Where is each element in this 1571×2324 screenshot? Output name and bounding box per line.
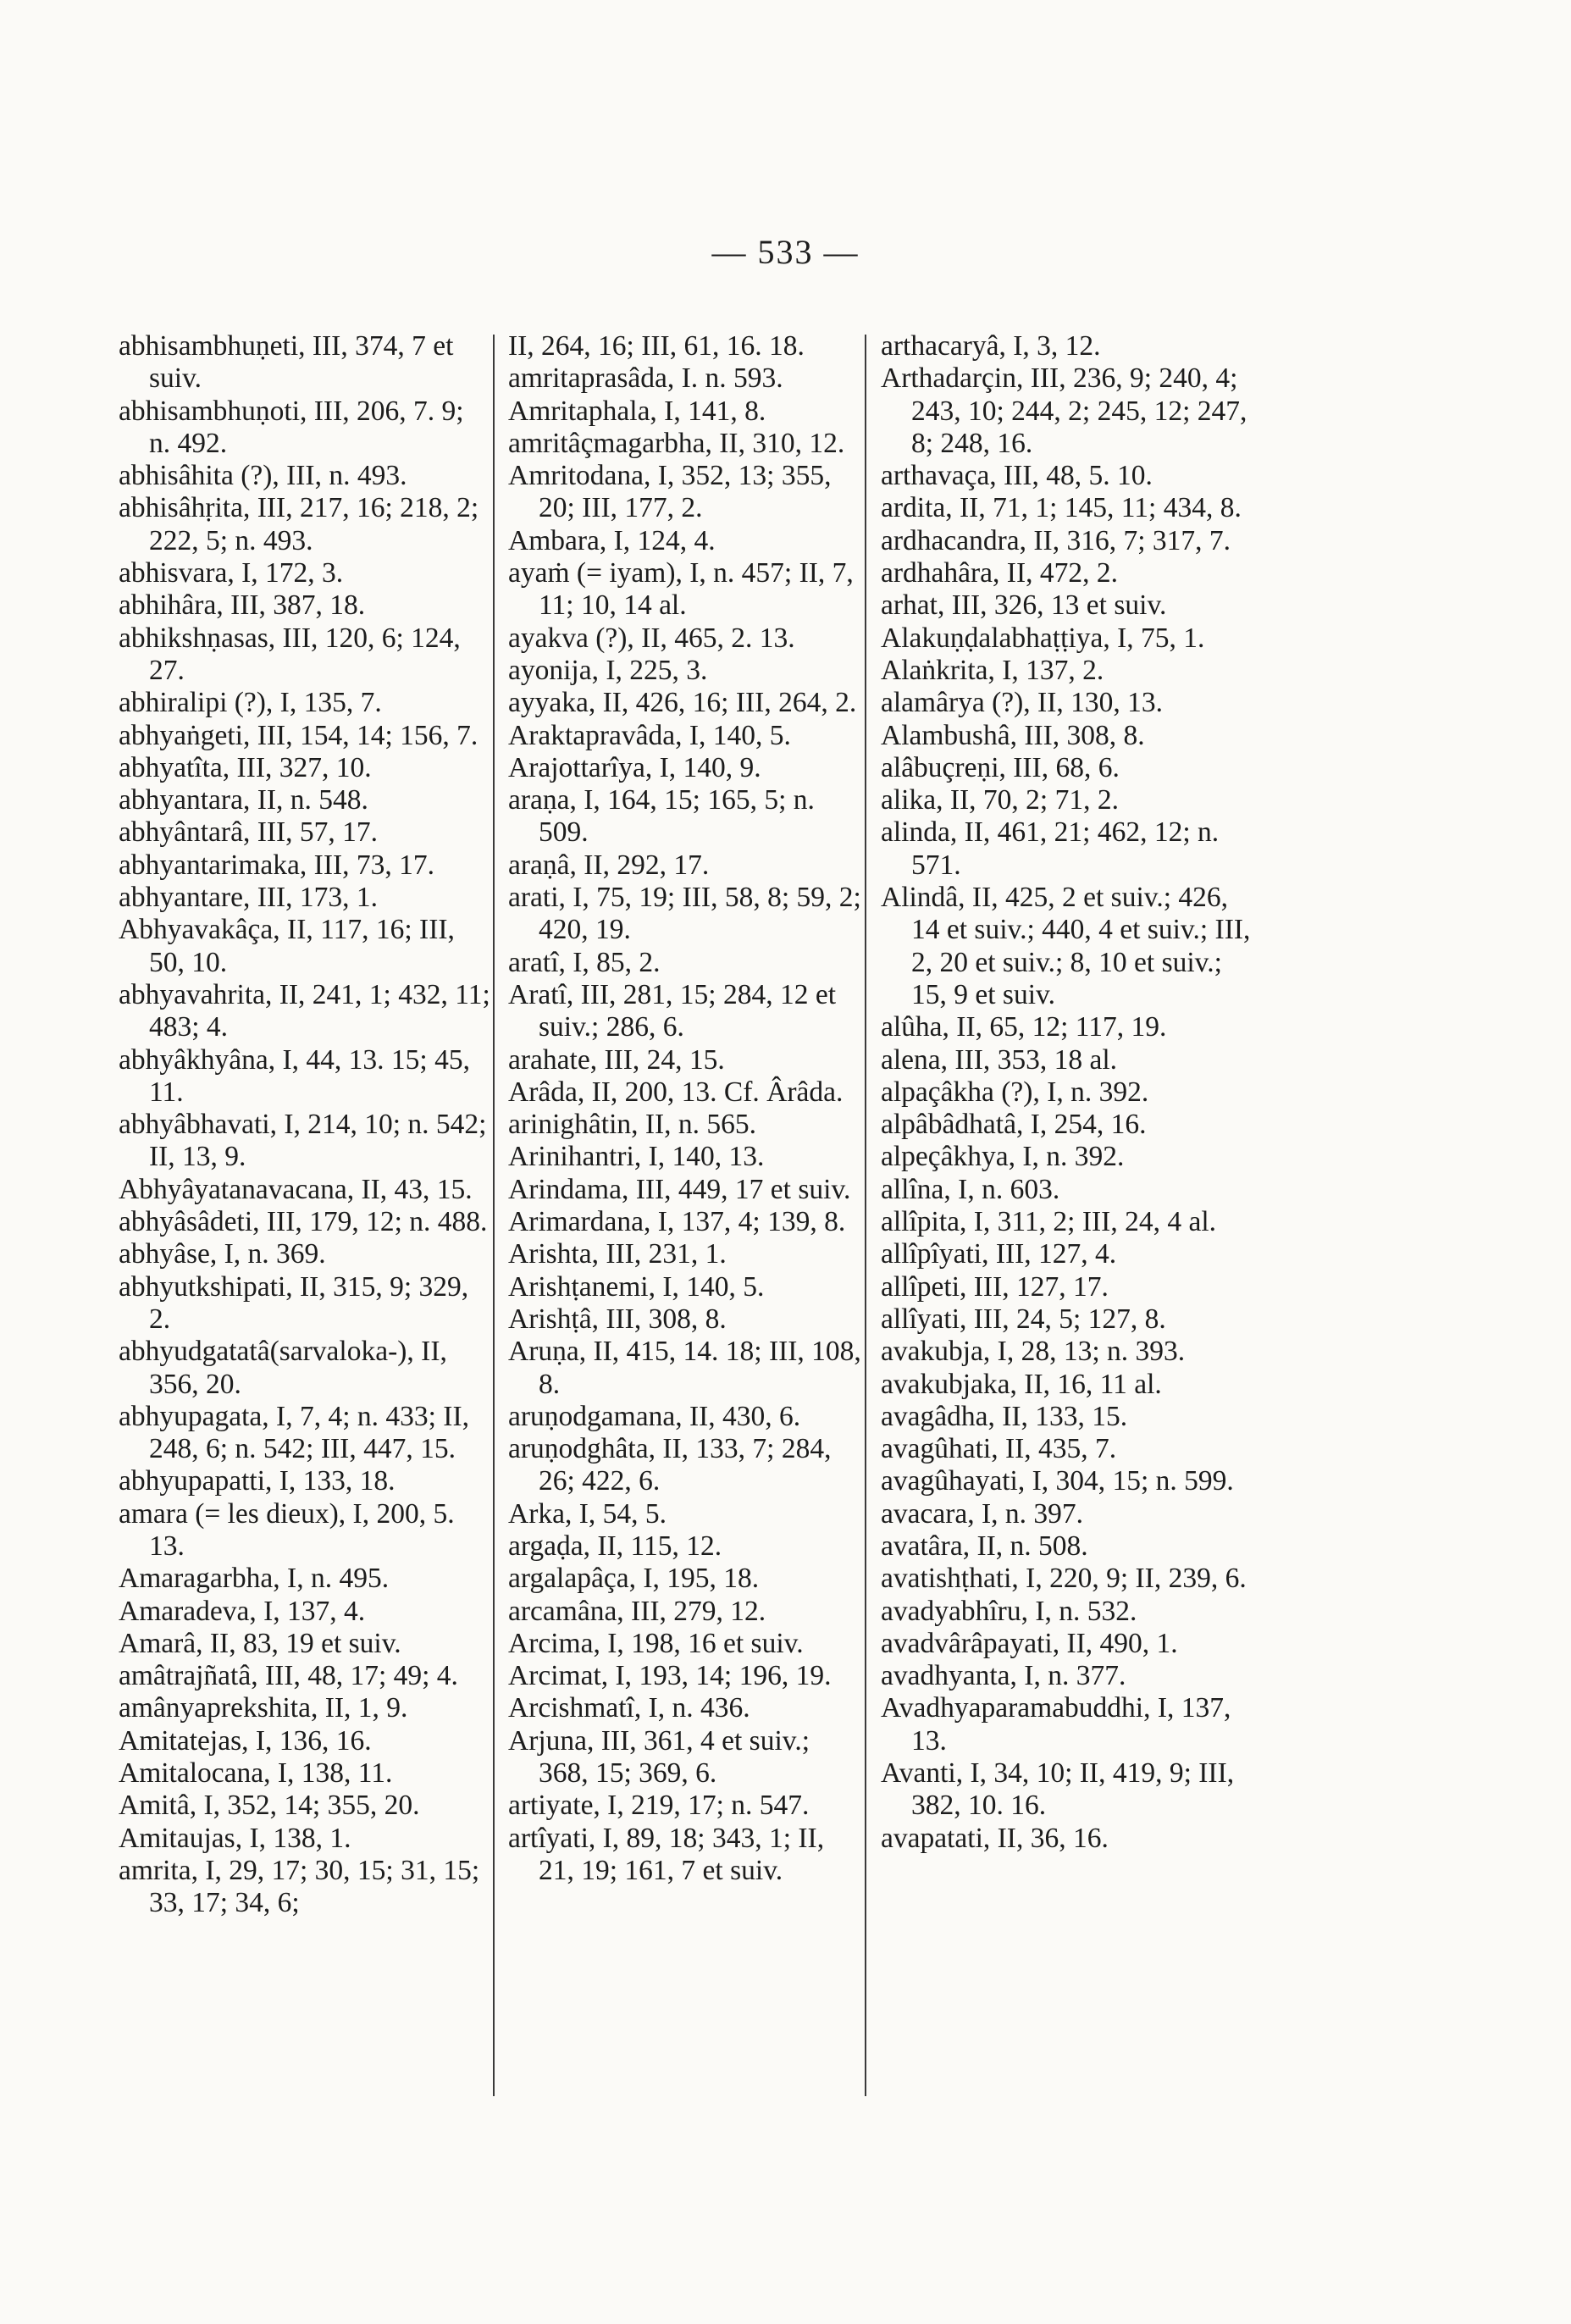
index-column-2 [508,330,864,1887]
index-entry: abhyantara, II, n. 548. [119,784,368,816]
index-entry: alika, II, 70, 2; 71, 2. [881,784,1119,816]
index-entry: amritâçmagarbha, II, 310, 12. [508,427,845,459]
index-entry: artîyati, I, 89, 18; 343, 1; II, 21, 19; 161, 7 et suiv. [508,1822,825,1886]
index-entry: arthacaryâ, I, 3, 12. [881,330,1101,362]
index-entry: Alindâ, II, 425, 2 et suiv.; 426, 14 et suiv.; 440, 4 et suiv.; III, 2, 20 et suiv.; 8, 10 et suiv.; 15, 9 et suiv. [881,882,1251,1010]
index-entry: abhyantarimaka, III, 73, 17. [119,849,435,881]
index-entry: arcamâna, III, 279, 12. [508,1595,766,1627]
index-entry: abhyatîta, III, 327, 10. [119,751,372,783]
index-entry: Avanti, I, 34, 10; II, 419, 9; III, 382, 10. 16. [881,1757,1235,1822]
index-entry: araṇa, I, 164, 15; 165, 5; n. 509. [508,784,815,849]
index-entry: abhyupagata, I, 7, 4; n. 433; II, 248, 6; n. 542; III, 447, 15. [119,1400,469,1465]
index-entry: amânyaprekshita, II, 1, 9. [119,1692,408,1724]
index-entry: abhihâra, III, 387, 18. [119,589,366,622]
index-entry: Arka, I, 54, 5. [508,1497,667,1530]
index-entry: Amarâ, II, 83, 19 et suiv. [119,1627,401,1659]
index-entry: Ambara, I, 124, 4. [508,524,716,556]
index-entry: ayonija, I, 225, 3. [508,654,708,686]
index-entry: Alakuṇḍalabhaṭṭiya, I, 75, 1. [881,622,1205,654]
index-entry: Arishṭâ, III, 308, 8. [508,1303,727,1335]
index-column-1 [119,330,491,1920]
index-entry: Alaṅkrita, I, 137, 2. [881,654,1104,686]
index-entry: arinighâtin, II, n. 565. [508,1109,757,1141]
index-entry: abhyantare, III, 173, 1. [119,882,379,914]
index-entry: avadvârâpayati, II, 490, 1. [881,1627,1178,1659]
index-entry: amritaprasâda, I. n. 593. [508,362,783,395]
index-entry: Arcima, I, 198, 16 et suiv. [508,1627,804,1659]
index-entry: Arjuna, III, 361, 4 et suiv.; 368, 15; 369, 6. [508,1724,810,1790]
index-entry: Arcishmatî, I, n. 436. [508,1692,750,1724]
index-entry: Amaradeva, I, 137, 4. [119,1595,366,1627]
index-entry: allîyati, III, 24, 5; 127, 8. [881,1303,1166,1335]
index-entry: abhyâkhyâna, I, 44, 13. 15; 45, 11. [119,1043,470,1108]
index-entry: abhikshṇasas, III, 120, 6; 124, 27. [119,622,461,686]
index-entry: arati, I, 75, 19; III, 58, 8; 59, 2; 420, 19. [508,882,861,946]
index-entry: abhyupapatti, I, 133, 18. [119,1465,396,1497]
index-entry: Amaragarbha, I, n. 495. [119,1563,390,1595]
index-entry: alinda, II, 461, 21; 462, 12; n. 571. [881,816,1220,881]
index-entry: Amritaphala, I, 141, 8. [508,395,766,427]
index-entry: Arcimat, I, 193, 14; 196, 19. [508,1660,832,1692]
index-entry: Arishṭanemi, I, 140, 5. [508,1270,765,1303]
index-entry: Abhyavakâça, II, 117, 16; III, 50, 10. [119,914,455,978]
index-entry: Araktapravâda, I, 140, 5. [508,719,791,751]
index-entry: avacara, I, n. 397. [881,1497,1084,1530]
index-entry: Amritodana, I, 352, 13; 355, 20; III, 177, 2. [508,460,832,524]
index-entry: Arindama, III, 449, 17 et suiv. [508,1173,851,1205]
index-entry: alâbuçreṇi, III, 68, 6. [881,751,1120,783]
index-entry: avadhyanta, I, n. 377. [881,1660,1126,1692]
column-divider [493,335,495,2096]
index-column-3 [881,330,1253,1855]
index-entry: aruṇodgamana, II, 430, 6. [508,1400,801,1432]
index-entry: amrita, I, 29, 17; 30, 15; 31, 15; 33, 17; 34, 6; [119,1854,480,1919]
index-entry: Arishta, III, 231, 1. [508,1238,727,1270]
index-entry: Arthadarçin, III, 236, 9; 240, 4; 243, 10; 244, 2; 245, 12; 247, 8; 248, 16. [881,362,1247,459]
index-entry: Amitalocana, I, 138, 11. [119,1757,393,1790]
index-entry: abhisambhuṇoti, III, 206, 7. 9; n. 492. [119,395,464,459]
index-entry: Arajottarîya, I, 140, 9. [508,751,761,783]
index-entry: Arimardana, I, 137, 4; 139, 8. [508,1206,846,1238]
index-entry: Amitaujas, I, 138, 1. [119,1822,351,1854]
index-entry: alpaçâkha (?), I, n. 392. [881,1076,1149,1108]
index-entry: arhat, III, 326, 13 et suiv. [881,589,1167,622]
index-entry: avatishṭhati, I, 220, 9; II, 239, 6. [881,1563,1247,1595]
index-entry: aruṇodghâta, II, 133, 7; 284, 26; 422, 6. [508,1433,832,1497]
index-entry: allîpeti, III, 127, 17. [881,1270,1109,1303]
index-entry: abhyântarâ, III, 57, 17. [119,816,379,849]
index-entry: avapatati, II, 36, 16. [881,1822,1109,1854]
index-entry: amara (= les dieux), I, 200, 5. 13. [119,1497,455,1562]
index-entry: argalapâça, I, 195, 18. [508,1563,760,1595]
index-entry: avadyabhîru, I, n. 532. [881,1595,1137,1627]
index-entry: avatâra, II, n. 508. [881,1530,1088,1562]
index-entry: ardhahâra, II, 472, 2. [881,557,1118,589]
index-entry: abhisambhuṇeti, III, 374, 7 et suiv. [119,330,454,395]
index-entry: avagûhayati, I, 304, 15; n. 599. [881,1465,1234,1497]
index-entry: Amitâ, I, 352, 14; 355, 20. [119,1790,420,1822]
index-entry: allîpîyati, III, 127, 4. [881,1238,1117,1270]
index-entry: abhyutkshipati, II, 315, 9; 329, 2. [119,1270,469,1335]
index-entry: ayaṁ (= iyam), I, n. 457; II, 7, 11; 10, 14 al. [508,557,854,622]
index-entry: abhyâse, I, n. 369. [119,1238,326,1270]
index-entry: alpeçâkhya, I, n. 392. [881,1141,1125,1173]
index-entry: abhisâhṛita, III, 217, 16; 218, 2; 222, 5; n. 493. [119,492,479,556]
index-entry: abhisâhita (?), III, n. 493. [119,460,407,492]
index-entry: alûha, II, 65, 12; 117, 19. [881,1011,1167,1043]
index-entry: abhyâbhavati, I, 214, 10; n. 542; II, 13, 9. [119,1109,487,1173]
index-entry: ayyaka, II, 426, 16; III, 264, 2. [508,687,857,719]
index-entry: ayakva (?), II, 465, 2. 13. [508,622,795,654]
index-entry: ardita, II, 71, 1; 145, 11; 434, 8. [881,492,1242,524]
index-entry: araṇâ, II, 292, 17. [508,849,710,881]
index-entry: avakubjaka, II, 16, 11 al. [881,1368,1162,1400]
index-entry: allîna, I, n. 603. [881,1173,1060,1205]
index-entry: abhyaṅgeti, III, 154, 14; 156, 7. [119,719,478,751]
index-entry: Alambushâ, III, 308, 8. [881,719,1145,751]
index-entry: Avadhyaparamabuddhi, I, 137, 13. [881,1692,1231,1757]
index-entry: allîpita, I, 311, 2; III, 24, 4 al. [881,1206,1217,1238]
index-entry: avagûhati, II, 435, 7. [881,1433,1117,1465]
index-entry: Aruṇa, II, 415, 14. 18; III, 108, 8. [508,1336,861,1400]
index-entry: Arâda, II, 200, 13. Cf. Ârâda. [508,1076,844,1108]
index-entry: Abhyâyatanavacana, II, 43, 15. [119,1173,473,1205]
index-entry: abhyâsâdeti, III, 179, 12; n. 488. [119,1206,488,1238]
index-entry: Amitatejas, I, 136, 16. [119,1724,372,1757]
index-entry: alamârya (?), II, 130, 13. [881,687,1163,719]
index-entry: alena, III, 353, 18 al. [881,1043,1118,1076]
index-entry: II, 264, 16; III, 61, 16. 18. [508,330,805,362]
index-entry: argaḍa, II, 115, 12. [508,1530,722,1562]
index-entry: abhiralipi (?), I, 135, 7. [119,687,382,719]
index-entry: arahate, III, 24, 15. [508,1043,725,1076]
index-entry: aratî, I, 85, 2. [508,946,661,978]
index-entry: ardhacandra, II, 316, 7; 317, 7. [881,524,1231,556]
index-entry: amâtrajñatâ, III, 48, 17; 49; 4. [119,1660,458,1692]
index-entry: arthavaça, III, 48, 5. 10. [881,460,1153,492]
index-entry: Arinihantri, I, 140, 13. [508,1141,765,1173]
index-entry: artiyate, I, 219, 17; n. 547. [508,1790,810,1822]
index-entry: Aratî, III, 281, 15; 284, 12 et suiv.; 286, 6. [508,978,837,1043]
page-number: — 533 — [711,233,860,271]
index-entry: avakubja, I, 28, 13; n. 393. [881,1336,1186,1368]
index-entry: abhyudgatatâ(sarvaloka-), II, 356, 20. [119,1336,447,1400]
column-divider [865,335,866,2096]
index-entry: abhyavahrita, II, 241, 1; 432, 11; 483; 4. [119,978,490,1043]
index-entry: abhisvara, I, 172, 3. [119,557,344,589]
index-entry: alpâbâdhatâ, I, 254, 16. [881,1109,1147,1141]
index-entry: avagâdha, II, 133, 15. [881,1400,1128,1432]
